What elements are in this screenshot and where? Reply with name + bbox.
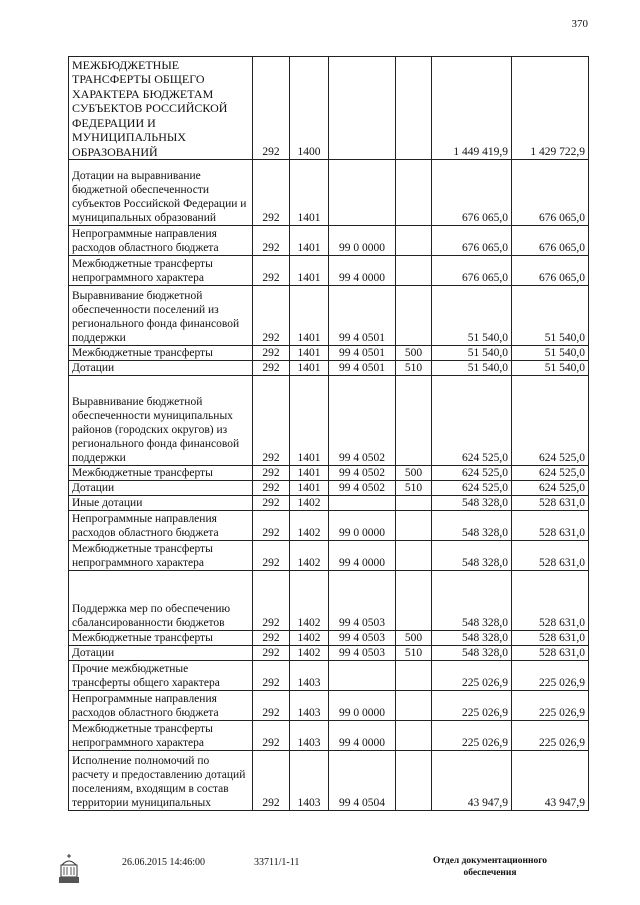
- cell-amount2: 624 525,0: [512, 466, 589, 481]
- table-row: [69, 466, 589, 481]
- document-footer: [0, 853, 640, 893]
- budget-table: [68, 56, 589, 811]
- cell-article: 99 4 0501: [329, 346, 396, 361]
- cell-section: 1403: [290, 751, 329, 811]
- cell-amount2: 676 065,0: [512, 226, 589, 256]
- table-row: [69, 160, 589, 226]
- cell-article: 99 4 0503: [329, 646, 396, 661]
- cell-type: 510: [396, 361, 432, 376]
- cell-code: 292: [253, 721, 290, 751]
- cell-name: Выравнивание бюджетной обеспеченности поселений из регионального фонда финансовой поддержки: [69, 286, 253, 346]
- cell-type: [396, 226, 432, 256]
- cell-name: Межбюджетные трансферты непрограммного характера: [69, 256, 253, 286]
- cell-type: 510: [396, 646, 432, 661]
- table-row: [69, 646, 589, 661]
- emblem-logo-icon: [58, 853, 80, 885]
- cell-section: 1402: [290, 511, 329, 541]
- cell-section: 1402: [290, 496, 329, 511]
- cell-name: Межбюджетные трансферты: [69, 346, 253, 361]
- cell-section: 1403: [290, 721, 329, 751]
- cell-name: Непрограммные направления расходов областного бюджета: [69, 691, 253, 721]
- cell-amount1: 624 525,0: [432, 376, 512, 466]
- cell-type: 500: [396, 346, 432, 361]
- cell-amount1: 225 026,9: [432, 691, 512, 721]
- table-row: [69, 691, 589, 721]
- cell-article: [329, 496, 396, 511]
- cell-amount1: 225 026,9: [432, 661, 512, 691]
- cell-amount2: 528 631,0: [512, 571, 589, 631]
- cell-amount1: 548 328,0: [432, 541, 512, 571]
- cell-type: [396, 286, 432, 346]
- cell-code: 292: [253, 631, 290, 646]
- cell-article: 99 4 0504: [329, 751, 396, 811]
- cell-amount2: 51 540,0: [512, 346, 589, 361]
- cell-code: 292: [253, 57, 290, 160]
- cell-code: 292: [253, 661, 290, 691]
- cell-code: 292: [253, 376, 290, 466]
- table-row: [69, 481, 589, 496]
- table-row: [69, 376, 589, 466]
- footer-timestamp: 26.06.2015 14:46:00: [122, 857, 206, 868]
- cell-amount1: 548 328,0: [432, 496, 512, 511]
- table-row: [69, 541, 589, 571]
- cell-article: 99 0 0000: [329, 226, 396, 256]
- cell-code: 292: [253, 346, 290, 361]
- cell-article: 99 4 0502: [329, 481, 396, 496]
- cell-name: Межбюджетные трансферты непрограммного характера: [69, 541, 253, 571]
- table-row: [69, 226, 589, 256]
- cell-type: 500: [396, 631, 432, 646]
- cell-name: Прочие межбюджетные трансферты общего характера: [69, 661, 253, 691]
- table-row: [69, 661, 589, 691]
- cell-amount1: 51 540,0: [432, 286, 512, 346]
- cell-amount2: 225 026,9: [512, 691, 589, 721]
- cell-section: 1402: [290, 541, 329, 571]
- cell-type: [396, 691, 432, 721]
- cell-section: 1401: [290, 256, 329, 286]
- cell-amount1: 676 065,0: [432, 256, 512, 286]
- cell-type: [396, 721, 432, 751]
- cell-amount2: 225 026,9: [512, 721, 589, 751]
- cell-code: 292: [253, 541, 290, 571]
- cell-type: 510: [396, 481, 432, 496]
- cell-amount2: 528 631,0: [512, 496, 589, 511]
- cell-amount2: 1 429 722,9: [512, 57, 589, 160]
- cell-code: 292: [253, 466, 290, 481]
- cell-article: 99 4 0503: [329, 631, 396, 646]
- cell-amount2: 528 631,0: [512, 631, 589, 646]
- cell-type: [396, 160, 432, 226]
- table-row: [69, 496, 589, 511]
- cell-name: Поддержка мер по обеспечению сбалансированности бюджетов: [69, 571, 253, 631]
- cell-article: 99 4 0501: [329, 286, 396, 346]
- cell-name: Непрограммные направления расходов областного бюджета: [69, 226, 253, 256]
- cell-name: Дотации: [69, 361, 253, 376]
- cell-name: МЕЖБЮДЖЕТНЫЕ ТРАНСФЕРТЫ ОБЩЕГО ХАРАКТЕРА БЮДЖЕТАМ СУБЪЕКТОВ РОССИЙСКОЙ ФЕДЕРАЦИИ И МУНИЦИПАЛЬНЫХ ОБРАЗОВАНИЙ: [69, 57, 253, 160]
- cell-article: 99 4 0502: [329, 466, 396, 481]
- cell-section: 1401: [290, 226, 329, 256]
- cell-article: 99 0 0000: [329, 691, 396, 721]
- cell-amount2: 528 631,0: [512, 511, 589, 541]
- cell-code: 292: [253, 226, 290, 256]
- cell-amount1: 225 026,9: [432, 721, 512, 751]
- cell-code: 292: [253, 496, 290, 511]
- table-row: [69, 511, 589, 541]
- cell-type: [396, 541, 432, 571]
- cell-name: Межбюджетные трансферты: [69, 466, 253, 481]
- cell-section: 1403: [290, 661, 329, 691]
- table-row: [69, 571, 589, 631]
- cell-code: 292: [253, 646, 290, 661]
- cell-code: 292: [253, 511, 290, 541]
- cell-amount1: 624 525,0: [432, 481, 512, 496]
- cell-name: Дотации: [69, 646, 253, 661]
- table-row: [69, 346, 589, 361]
- cell-type: [396, 376, 432, 466]
- cell-section: 1401: [290, 346, 329, 361]
- cell-amount2: 676 065,0: [512, 256, 589, 286]
- table-row: [69, 286, 589, 346]
- cell-amount2: 624 525,0: [512, 376, 589, 466]
- cell-article: [329, 661, 396, 691]
- cell-code: 292: [253, 481, 290, 496]
- cell-amount1: 548 328,0: [432, 571, 512, 631]
- cell-type: [396, 511, 432, 541]
- cell-section: 1401: [290, 466, 329, 481]
- cell-article: 99 4 0502: [329, 376, 396, 466]
- table-row: [69, 721, 589, 751]
- cell-amount2: 528 631,0: [512, 541, 589, 571]
- cell-type: [396, 256, 432, 286]
- cell-type: [396, 571, 432, 631]
- cell-section: 1400: [290, 57, 329, 160]
- cell-name: Межбюджетные трансферты непрограммного характера: [69, 721, 253, 751]
- cell-amount1: 51 540,0: [432, 361, 512, 376]
- footer-department: Отдел документационного обеспечения: [432, 856, 548, 878]
- cell-amount1: 51 540,0: [432, 346, 512, 361]
- cell-amount2: 528 631,0: [512, 646, 589, 661]
- cell-section: 1403: [290, 691, 329, 721]
- cell-amount1: 624 525,0: [432, 466, 512, 481]
- cell-amount1: 676 065,0: [432, 226, 512, 256]
- cell-article: [329, 57, 396, 160]
- cell-section: 1401: [290, 160, 329, 226]
- cell-article: [329, 160, 396, 226]
- cell-name: Межбюджетные трансферты: [69, 631, 253, 646]
- cell-name: Исполнение полномочий по расчету и предоставлению дотаций поселениям, входящим в состав территории муниципальных: [69, 751, 253, 811]
- cell-code: 292: [253, 361, 290, 376]
- cell-section: 1401: [290, 376, 329, 466]
- cell-code: 292: [253, 160, 290, 226]
- table-row: [69, 751, 589, 811]
- page-number: 370: [571, 18, 588, 30]
- cell-amount1: 548 328,0: [432, 511, 512, 541]
- cell-amount1: 548 328,0: [432, 631, 512, 646]
- cell-amount2: 676 065,0: [512, 160, 589, 226]
- cell-amount2: 51 540,0: [512, 361, 589, 376]
- cell-article: 99 4 0000: [329, 541, 396, 571]
- cell-code: 292: [253, 691, 290, 721]
- cell-code: 292: [253, 571, 290, 631]
- cell-type: [396, 496, 432, 511]
- cell-section: 1401: [290, 361, 329, 376]
- cell-type: 500: [396, 466, 432, 481]
- cell-section: 1401: [290, 286, 329, 346]
- cell-article: 99 0 0000: [329, 511, 396, 541]
- cell-amount2: 43 947,9: [512, 751, 589, 811]
- cell-article: 99 4 0501: [329, 361, 396, 376]
- cell-amount2: 51 540,0: [512, 286, 589, 346]
- table-row: [69, 57, 589, 160]
- cell-section: 1401: [290, 481, 329, 496]
- cell-type: [396, 751, 432, 811]
- cell-code: 292: [253, 286, 290, 346]
- table-row: [69, 256, 589, 286]
- cell-name: Дотации: [69, 481, 253, 496]
- cell-section: 1402: [290, 631, 329, 646]
- cell-name: Выравнивание бюджетной обеспеченности муниципальных районов (городских округов) из регионального фонда финансовой поддержки: [69, 376, 253, 466]
- table-row: [69, 361, 589, 376]
- cell-amount1: 43 947,9: [432, 751, 512, 811]
- cell-section: 1402: [290, 571, 329, 631]
- cell-name: Непрограммные направления расходов областного бюджета: [69, 511, 253, 541]
- cell-article: 99 4 0503: [329, 571, 396, 631]
- cell-amount1: 1 449 419,9: [432, 57, 512, 160]
- cell-amount2: 624 525,0: [512, 481, 589, 496]
- cell-amount1: 548 328,0: [432, 646, 512, 661]
- table-row: [69, 631, 589, 646]
- cell-code: 292: [253, 256, 290, 286]
- cell-section: 1402: [290, 646, 329, 661]
- cell-article: 99 4 0000: [329, 256, 396, 286]
- cell-type: [396, 57, 432, 160]
- cell-article: 99 4 0000: [329, 721, 396, 751]
- footer-reg-number: 33711/1-11: [254, 857, 300, 868]
- cell-amount2: 225 026,9: [512, 661, 589, 691]
- cell-code: 292: [253, 751, 290, 811]
- cell-name: Иные дотации: [69, 496, 253, 511]
- cell-type: [396, 661, 432, 691]
- cell-amount1: 676 065,0: [432, 160, 512, 226]
- cell-name: Дотации на выравнивание бюджетной обеспеченности субъектов Российской Федерации и муниципальных образований: [69, 160, 253, 226]
